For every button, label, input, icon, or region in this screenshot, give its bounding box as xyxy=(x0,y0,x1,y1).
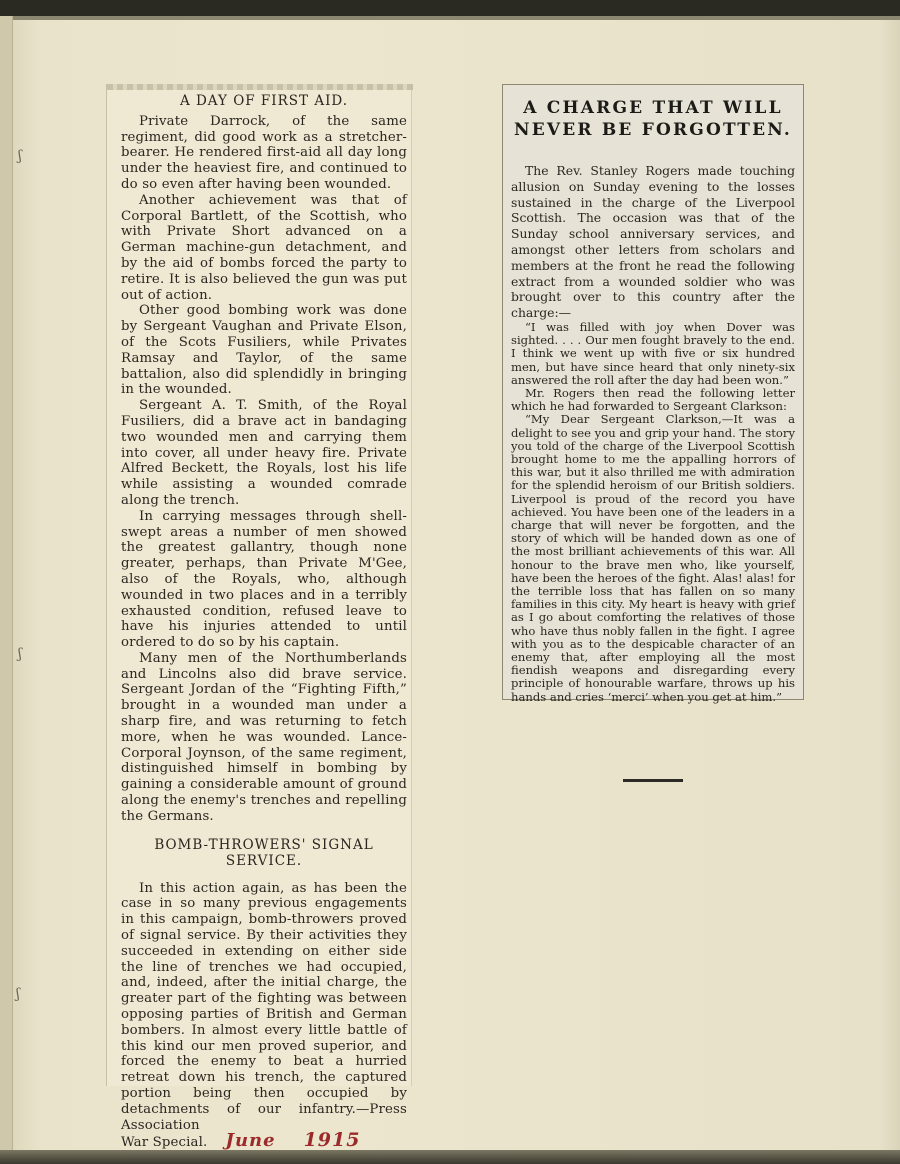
paragraph: In this action again, as has been the case in so many previous engagements in this campaign, bomb-throwers proved of signal service. By their activities they succeeded in extending on either side the line of trenches we had occupied, and, indeed, after the initial charge, the greater part of the fighting was between opposing parties of British and German bombers. In almost every little battle of this kind our men proved superior, and forced the enemy to beat a hurried retreat down his trench, the captured portion being then occupied by detachments of our infantry.—Press Association xyxy=(121,880,407,1133)
binding-mark: ʃ xyxy=(18,646,22,662)
paragraph: In carrying messages through shell-swept areas a number of men showed the greatest gallantry, though none greater, perhaps, than Private M'Gee, also of the Royals, who, although wounded in two places and in a terribly exhausted condition, refused leave to have his injuries attended to until ordered to do so by his captain. xyxy=(121,508,407,651)
paragraph: Other good bombing work was done by Sergeant Vaughan and Private Elson, of the Scots Fusiliers, while Privates Ramsay and Taylor, of the same battalion, also did splendidly in bringing in the wounded. xyxy=(121,303,407,398)
handwritten-year: 1915 xyxy=(303,1129,361,1152)
paragraph: Another achievement was that of Corporal Bartlett, of the Scottish, who with Private Short advanced on a German machine-gun detachment, and by the aid of bombs forced the party to retire. It is also believed the gun was put out of action. xyxy=(121,192,407,303)
page-top-shadow xyxy=(0,16,900,20)
intro-paragraph: The Rev. Stanley Rogers made touching allusion on Sunday evening to the losses sustained in the charge of the Liverpool Scottish. The occasion was that of the Sunday school anniversary services, and amongst other letters from scholars and members at the front he read the following extract from a wounded soldier who was brought over to this country after the charge:— xyxy=(511,163,795,321)
paragraph: Sergeant A. T. Smith, of the Royal Fusiliers, did a brave act in bandaging two wounded men and carrying them into cover, all under heavy fire. Private Alfred Beckett, the Royals, lost his life while assisting a wounded comrade along the trench. xyxy=(121,398,407,508)
paragraph: “My Dear Sergeant Clarkson,—It was a delight to see you and grip your hand. The story you told of the charge of the Liverpool Scottish brought home to me the appalling horrors of this war, but it also thrilled me with admiration for the splendid heroism of our British soldiers. Liverpool is proud of the record you have achieved. You have been one of the leaders in a charge that will never be forgotten, and the story of which will be handed down as one of the most brilliant achievements of this war. All honour to the brave men who, like yourself, have been the heroes of the fight. Alas! alas! for the terrible loss that has fallen on so many families in this city. My heart is heavy with grief as I go about comforting the relatives of those who have thus nobly fallen in the fight. I agree with you as to the despicable character of an enemy that, after employing all the most fiendish weapons and disregarding every principle of honourable warfare, throws up his hands and cries ‘merci’ when you get at him.” xyxy=(511,412,795,704)
left-newspaper-clipping xyxy=(106,84,412,1152)
byline: War Special. xyxy=(121,1135,208,1151)
clipping-subheading: BOMB-THROWERS' SIGNAL SERVICE. xyxy=(154,836,374,869)
binding-mark: ʃ xyxy=(18,148,22,164)
binding-mark: ʃ xyxy=(16,986,20,1002)
paragraph: “I was filled with joy when Dover was sighted. . . . Our men fought bravely to the end. I think we went up with five or six hundred men, but have since heard that only ninety-six answered the roll after the day had been won.” xyxy=(511,319,795,387)
paragraph: Private Darrock, of the same regiment, did good work as a stretcher-bearer. He rendered first-aid all day long under the heaviest fire, and continued to do so even after having been wounded. xyxy=(121,113,407,192)
end-rule xyxy=(623,779,683,782)
page-top-edge xyxy=(0,0,900,16)
byline-row xyxy=(121,1129,407,1152)
handwritten-month: June xyxy=(225,1130,276,1152)
clipping-title: A DAY OF FIRST AID. xyxy=(179,93,349,109)
right-newspaper-clipping xyxy=(502,84,804,704)
page-bottom-edge xyxy=(0,1150,900,1164)
paragraph: Many men of the Northumberlands and Lincolns also did brave service. Sergeant Jordan of the “Fighting Fifth,” brought in a wounded man under a sharp fire, and was returning to fetch more, when he was wounded. Lance-Corporal Joynson, of the same regiment, distinguished himself in bombing by gaining a considerable amount of ground along the enemy's trenches and repelling the Germans. xyxy=(121,650,407,824)
binding-spine xyxy=(0,16,13,1150)
torn-top-edge xyxy=(107,84,413,90)
clipping-title: A CHARGE THAT WILL NEVER BE FORGOTTEN. xyxy=(513,98,793,140)
paragraph: Mr. Rogers then read the following letter which he had forwarded to Sergeant Clarkson: xyxy=(511,385,795,414)
